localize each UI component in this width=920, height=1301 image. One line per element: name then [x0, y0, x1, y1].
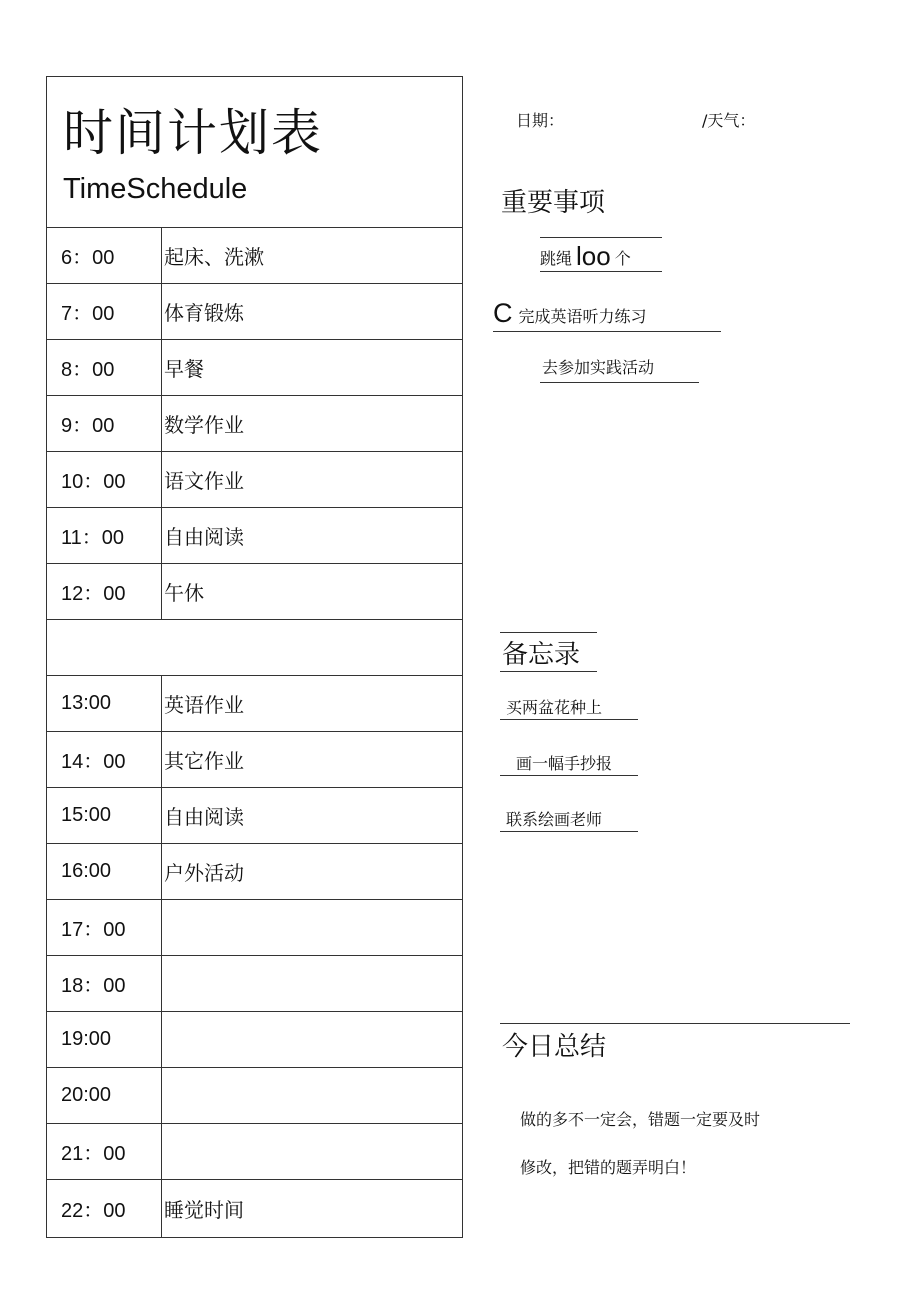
- important-item2-marker: C: [493, 298, 513, 328]
- schedule-row: [47, 340, 462, 396]
- time-cell: 18：00: [47, 956, 162, 1011]
- activity-cell: 睡觉时间: [164, 1198, 244, 1222]
- activity-cell: 语文作业: [164, 469, 244, 493]
- schedule-break-row: [47, 620, 462, 676]
- activity-cell: 自由阅读: [164, 805, 244, 829]
- time-cell: 10：00: [47, 452, 162, 507]
- important-item1-top-rule: [540, 237, 662, 239]
- schedule-row: [47, 676, 462, 732]
- schedule-row: [47, 1012, 462, 1068]
- title-english: TimeSchedule: [63, 173, 248, 205]
- memo-item-text: 买两盆花种上: [506, 698, 603, 717]
- title-chinese: 时间计划表: [63, 104, 323, 162]
- memo-item-text: 联系绘画老师: [506, 810, 603, 829]
- schedule-row: [47, 564, 462, 620]
- memo-item-text: 画一幅手抄报: [516, 754, 613, 773]
- time-cell: 11：00: [47, 508, 162, 563]
- important-item1-number: loo: [576, 241, 611, 271]
- schedule-row: [47, 228, 462, 284]
- schedule-row: [47, 508, 462, 564]
- activity-cell: [162, 956, 462, 1011]
- activity-cell: [162, 1012, 462, 1067]
- time-cell: 17：00: [47, 900, 162, 955]
- time-cell: 8：00: [47, 340, 162, 395]
- summary-rule: [500, 1023, 850, 1025]
- time-cell: 19:00: [47, 1012, 162, 1067]
- important-title: 重要事项: [501, 188, 606, 218]
- activity-cell: [162, 1068, 462, 1123]
- schedule-row: [47, 900, 462, 956]
- memo-item: [500, 749, 638, 776]
- schedule-row: [47, 452, 462, 508]
- time-cell: 20:00: [47, 1068, 162, 1123]
- activity-cell: 早餐: [164, 357, 204, 381]
- summary-line-2: 修改，把错的题弄明白！: [520, 1158, 697, 1177]
- important-item1-suffix: 个: [614, 249, 631, 268]
- important-item-2: [493, 296, 721, 332]
- activity-cell: 数学作业: [164, 413, 244, 437]
- important-item3-text: 去参加实践活动: [542, 357, 655, 377]
- activity-cell: 自由阅读: [164, 525, 244, 549]
- activity-cell: 英语作业: [164, 693, 244, 717]
- time-cell: 9：00: [47, 396, 162, 451]
- time-cell: 16:00: [47, 844, 162, 899]
- schedule-row: [47, 844, 462, 900]
- weather-label: /天气：: [702, 111, 756, 130]
- time-cell: 21：00: [47, 1124, 162, 1179]
- activity-cell: 午休: [164, 581, 204, 605]
- important-item2-text: 完成英语听力练习: [518, 307, 647, 326]
- schedule-row: [47, 1068, 462, 1124]
- time-cell: 22：00: [47, 1180, 162, 1237]
- time-cell: 15:00: [47, 788, 162, 843]
- important-item-1: [540, 240, 662, 272]
- memo-item: [500, 805, 638, 832]
- summary-line-1: 做的多不一定会，错题一定要及时: [520, 1110, 761, 1129]
- important-item1-prefix: 跳绳: [540, 249, 573, 268]
- schedule-header: [47, 77, 462, 228]
- schedule-table: [46, 76, 463, 1238]
- schedule-row: [47, 396, 462, 452]
- activity-cell: 体育锻炼: [164, 301, 244, 325]
- time-cell: 12：00: [47, 564, 162, 619]
- activity-cell: 户外活动: [164, 861, 244, 885]
- time-cell: 6：00: [47, 228, 162, 283]
- activity-cell: [162, 900, 462, 955]
- memo-title: 备忘录: [502, 639, 581, 670]
- activity-cell: 起床、洗漱: [164, 245, 264, 269]
- time-cell: 14：00: [47, 732, 162, 787]
- schedule-row: [47, 1180, 462, 1237]
- time-cell: 7：00: [47, 284, 162, 339]
- summary-title: 今日总结: [502, 1032, 607, 1062]
- schedule-row: [47, 732, 462, 788]
- schedule-row: [47, 788, 462, 844]
- memo-item: [500, 693, 638, 720]
- activity-cell: 其它作业: [164, 749, 244, 773]
- time-cell: 13:00: [47, 676, 162, 731]
- activity-cell: [162, 1124, 462, 1179]
- important-item-3: [540, 350, 699, 383]
- schedule-row: [47, 284, 462, 340]
- break-cell: [47, 620, 462, 675]
- memo-title-box: [500, 632, 597, 672]
- schedule-row: [47, 956, 462, 1012]
- date-label: 日期：: [516, 111, 565, 130]
- schedule-row: [47, 1124, 462, 1180]
